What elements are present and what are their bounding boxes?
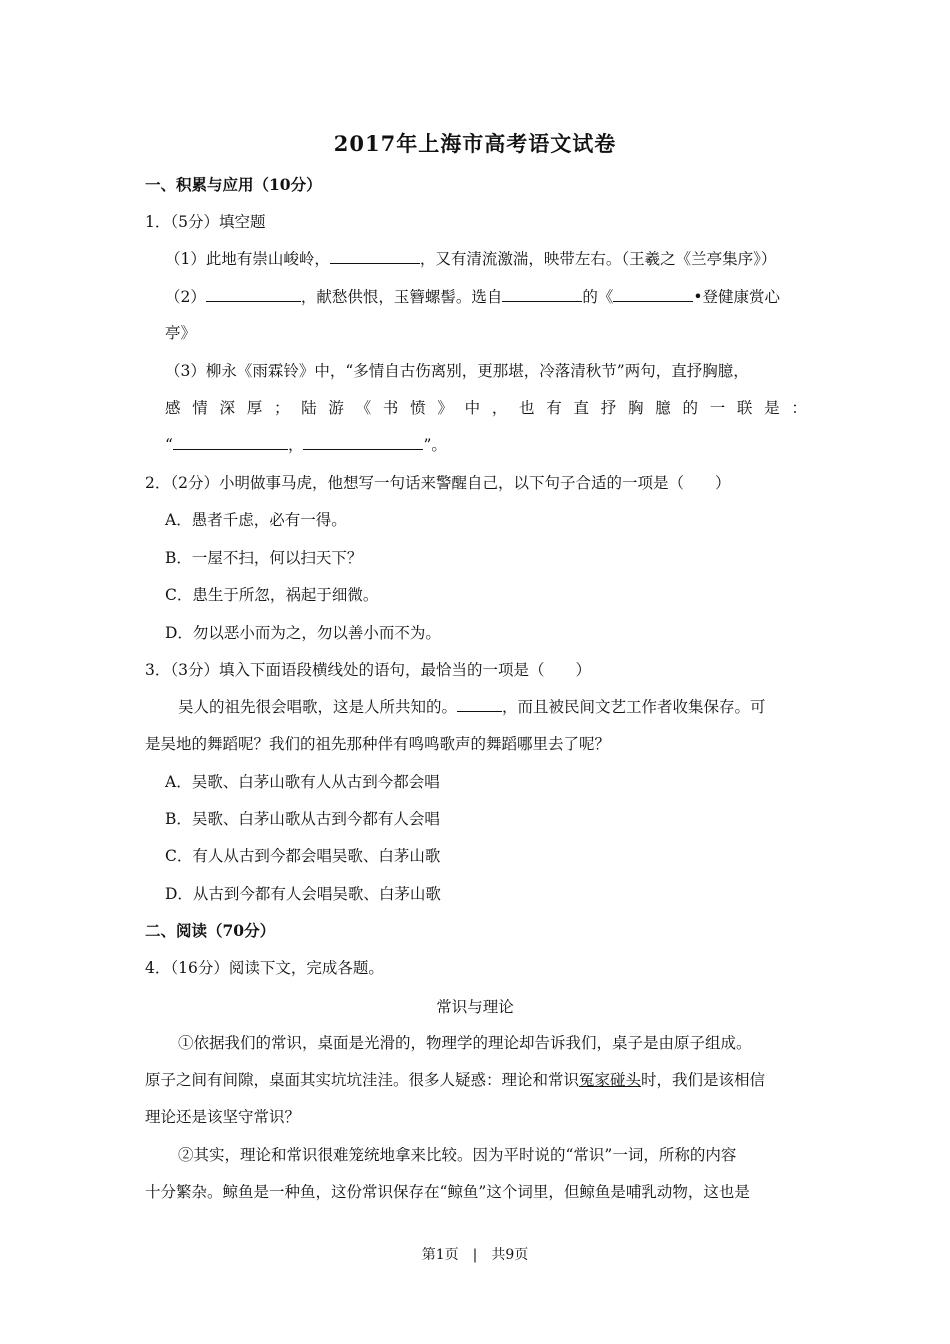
q3-option-d: D．从古到今都有人会唱吴歌、白茅山歌 xyxy=(165,885,441,903)
justified-char: 联 xyxy=(736,399,753,417)
answer-blank[interactable] xyxy=(206,287,301,302)
q3-passage-text-b: ，而且被民间文艺工作者收集保存。可 xyxy=(502,698,766,716)
justified-char: 游 xyxy=(328,399,344,417)
q3-option-b: B．吴歌、白茅山歌从古到今都有人会唱 xyxy=(165,810,440,828)
essay-para-2-line-2: 十分繁杂。鲸鱼是一种鱼，这份常识保存在“鲸鱼”这个词里，但鲸鱼是哺乳动物，这也是 xyxy=(145,1183,750,1201)
q3-passage-line-1 xyxy=(178,697,766,717)
justified-char: 臆 xyxy=(655,399,671,417)
quote-close: ”。 xyxy=(423,436,447,454)
q1-item-3-justified-line xyxy=(165,398,807,418)
q2-option-d: D．勿以恶小而为之，勿以善小而不为。 xyxy=(165,624,441,642)
justified-char: 的 xyxy=(682,399,698,417)
question-2-heading: 2．（2分）小明做事马虎，他想写一句话来警醒自己，以下句子合适的一项是（ ） xyxy=(145,474,731,492)
justified-char: 感 xyxy=(165,399,181,417)
quote-comma: ， xyxy=(287,436,304,454)
q1-item-2-text-a: （2） xyxy=(165,288,206,306)
answer-blank[interactable] xyxy=(173,435,288,450)
justified-char: 深 xyxy=(219,399,235,417)
justified-char: 厚 xyxy=(246,399,263,417)
q3-option-c: C．有人从古到今都会唱吴歌、白茅山歌 xyxy=(165,847,441,865)
q1-item-1-text-b: ，又有清流激湍，映带左右。（王羲之《兰亭集序》） xyxy=(419,250,777,268)
page-footer: 第1页 | 共9页 xyxy=(421,1247,529,1263)
section-heading-2: 二、阅读（70分） xyxy=(145,921,276,940)
essay-para-2-line-1: ②其实，理论和常识很难笼统地拿来比较。因为平时说的“常识”一词，所称的内容 xyxy=(178,1146,737,1164)
justified-char: 《 xyxy=(355,399,372,417)
answer-blank[interactable] xyxy=(502,287,582,302)
justified-char: 》 xyxy=(437,399,453,417)
justified-char: 书 xyxy=(382,399,399,417)
question-4-heading: 4．（16分）阅读下文，完成各题。 xyxy=(145,959,384,977)
answer-blank[interactable] xyxy=(613,287,693,302)
quote-open: “ xyxy=(165,436,173,454)
answer-blank[interactable] xyxy=(330,249,420,264)
q1-item-2 xyxy=(165,287,780,307)
q2-option-c: C．患生于所忽，祸起于细微。 xyxy=(165,586,379,604)
justified-char: 抒 xyxy=(600,399,617,417)
q1-item-2-text-b: ，献愁供恨，玉簪螺髻。选自 xyxy=(300,288,503,306)
q1-item-1 xyxy=(165,249,776,269)
justified-char: ； xyxy=(273,399,290,417)
answer-blank[interactable] xyxy=(457,697,502,712)
justified-char: 愤 xyxy=(410,399,426,417)
q2-option-a: A．愚者千虑，必有一得。 xyxy=(165,511,347,529)
q1-item-1-text-a: （1）此地有崇山峻岭， xyxy=(165,250,330,268)
essay-para-1-line-1: ①依据我们的常识，桌面是光滑的，物理学的理论却告诉我们，桌子是由原子组成。 xyxy=(178,1034,752,1052)
q2-option-b: B．一屋不扫，何以扫天下？ xyxy=(165,549,363,567)
justified-char: 直 xyxy=(573,399,590,417)
justified-char: 也 xyxy=(519,399,535,417)
question-1-heading: 1．（5分）填空题 xyxy=(145,213,266,231)
justified-char: 情 xyxy=(192,399,208,417)
q1-item-2-text-c: 的《 xyxy=(582,288,614,306)
justified-char: 是 xyxy=(764,399,780,417)
essay-para-1-line-3: 理论还是该坚守常识？ xyxy=(145,1108,301,1126)
q1-item-2-cont: 亭》 xyxy=(165,324,197,342)
essay-text: 时，我们是该相信 xyxy=(641,1071,766,1089)
section-heading-1: 一、积累与应用（10分） xyxy=(145,175,322,194)
answer-blank[interactable] xyxy=(303,435,423,450)
essay-para-1-line-2 xyxy=(145,1070,765,1090)
justified-char: 中 xyxy=(464,399,481,417)
justified-char: 一 xyxy=(709,399,726,417)
q3-passage-line-2: 是吴地的舞蹈呢？我们的祖先那种伴有鸣鸣歌声的舞蹈哪里去了呢？ xyxy=(145,735,611,753)
justified-char: 有 xyxy=(546,399,562,417)
justified-char: ： xyxy=(791,399,807,417)
justified-char: ， xyxy=(491,399,508,417)
q1-item-3-blanks xyxy=(165,435,447,455)
q3-passage-text-a: 吴人的祖先很会唱歌，这是人所共知的。 xyxy=(178,698,458,716)
q1-item-3: （3）柳永《雨霖铃》中，“多情自古伤离别，更那堪，冷落清秋节”两句，直抒胸臆， xyxy=(165,362,749,380)
question-3-heading: 3．（3分）填入下面语段横线处的语句，最恰当的一项是（ ） xyxy=(145,661,591,679)
justified-char: 胸 xyxy=(627,399,644,417)
essay-title: 常识与理论 xyxy=(436,998,514,1016)
underlined-phrase: 冤家碰头 xyxy=(579,1071,642,1089)
q3-option-a: A．吴歌、白茅山歌有人从古到今都会唱 xyxy=(165,773,440,791)
essay-text: 原子之间有间隙，桌面其实坑坑洼洼。很多人疑惑：理论和常识 xyxy=(145,1071,580,1089)
justified-char: 陆 xyxy=(301,399,317,417)
q1-item-2-text-d: •登健康赏心 xyxy=(693,288,781,306)
page-title: 2017年上海市高考语文试卷 xyxy=(333,131,617,156)
